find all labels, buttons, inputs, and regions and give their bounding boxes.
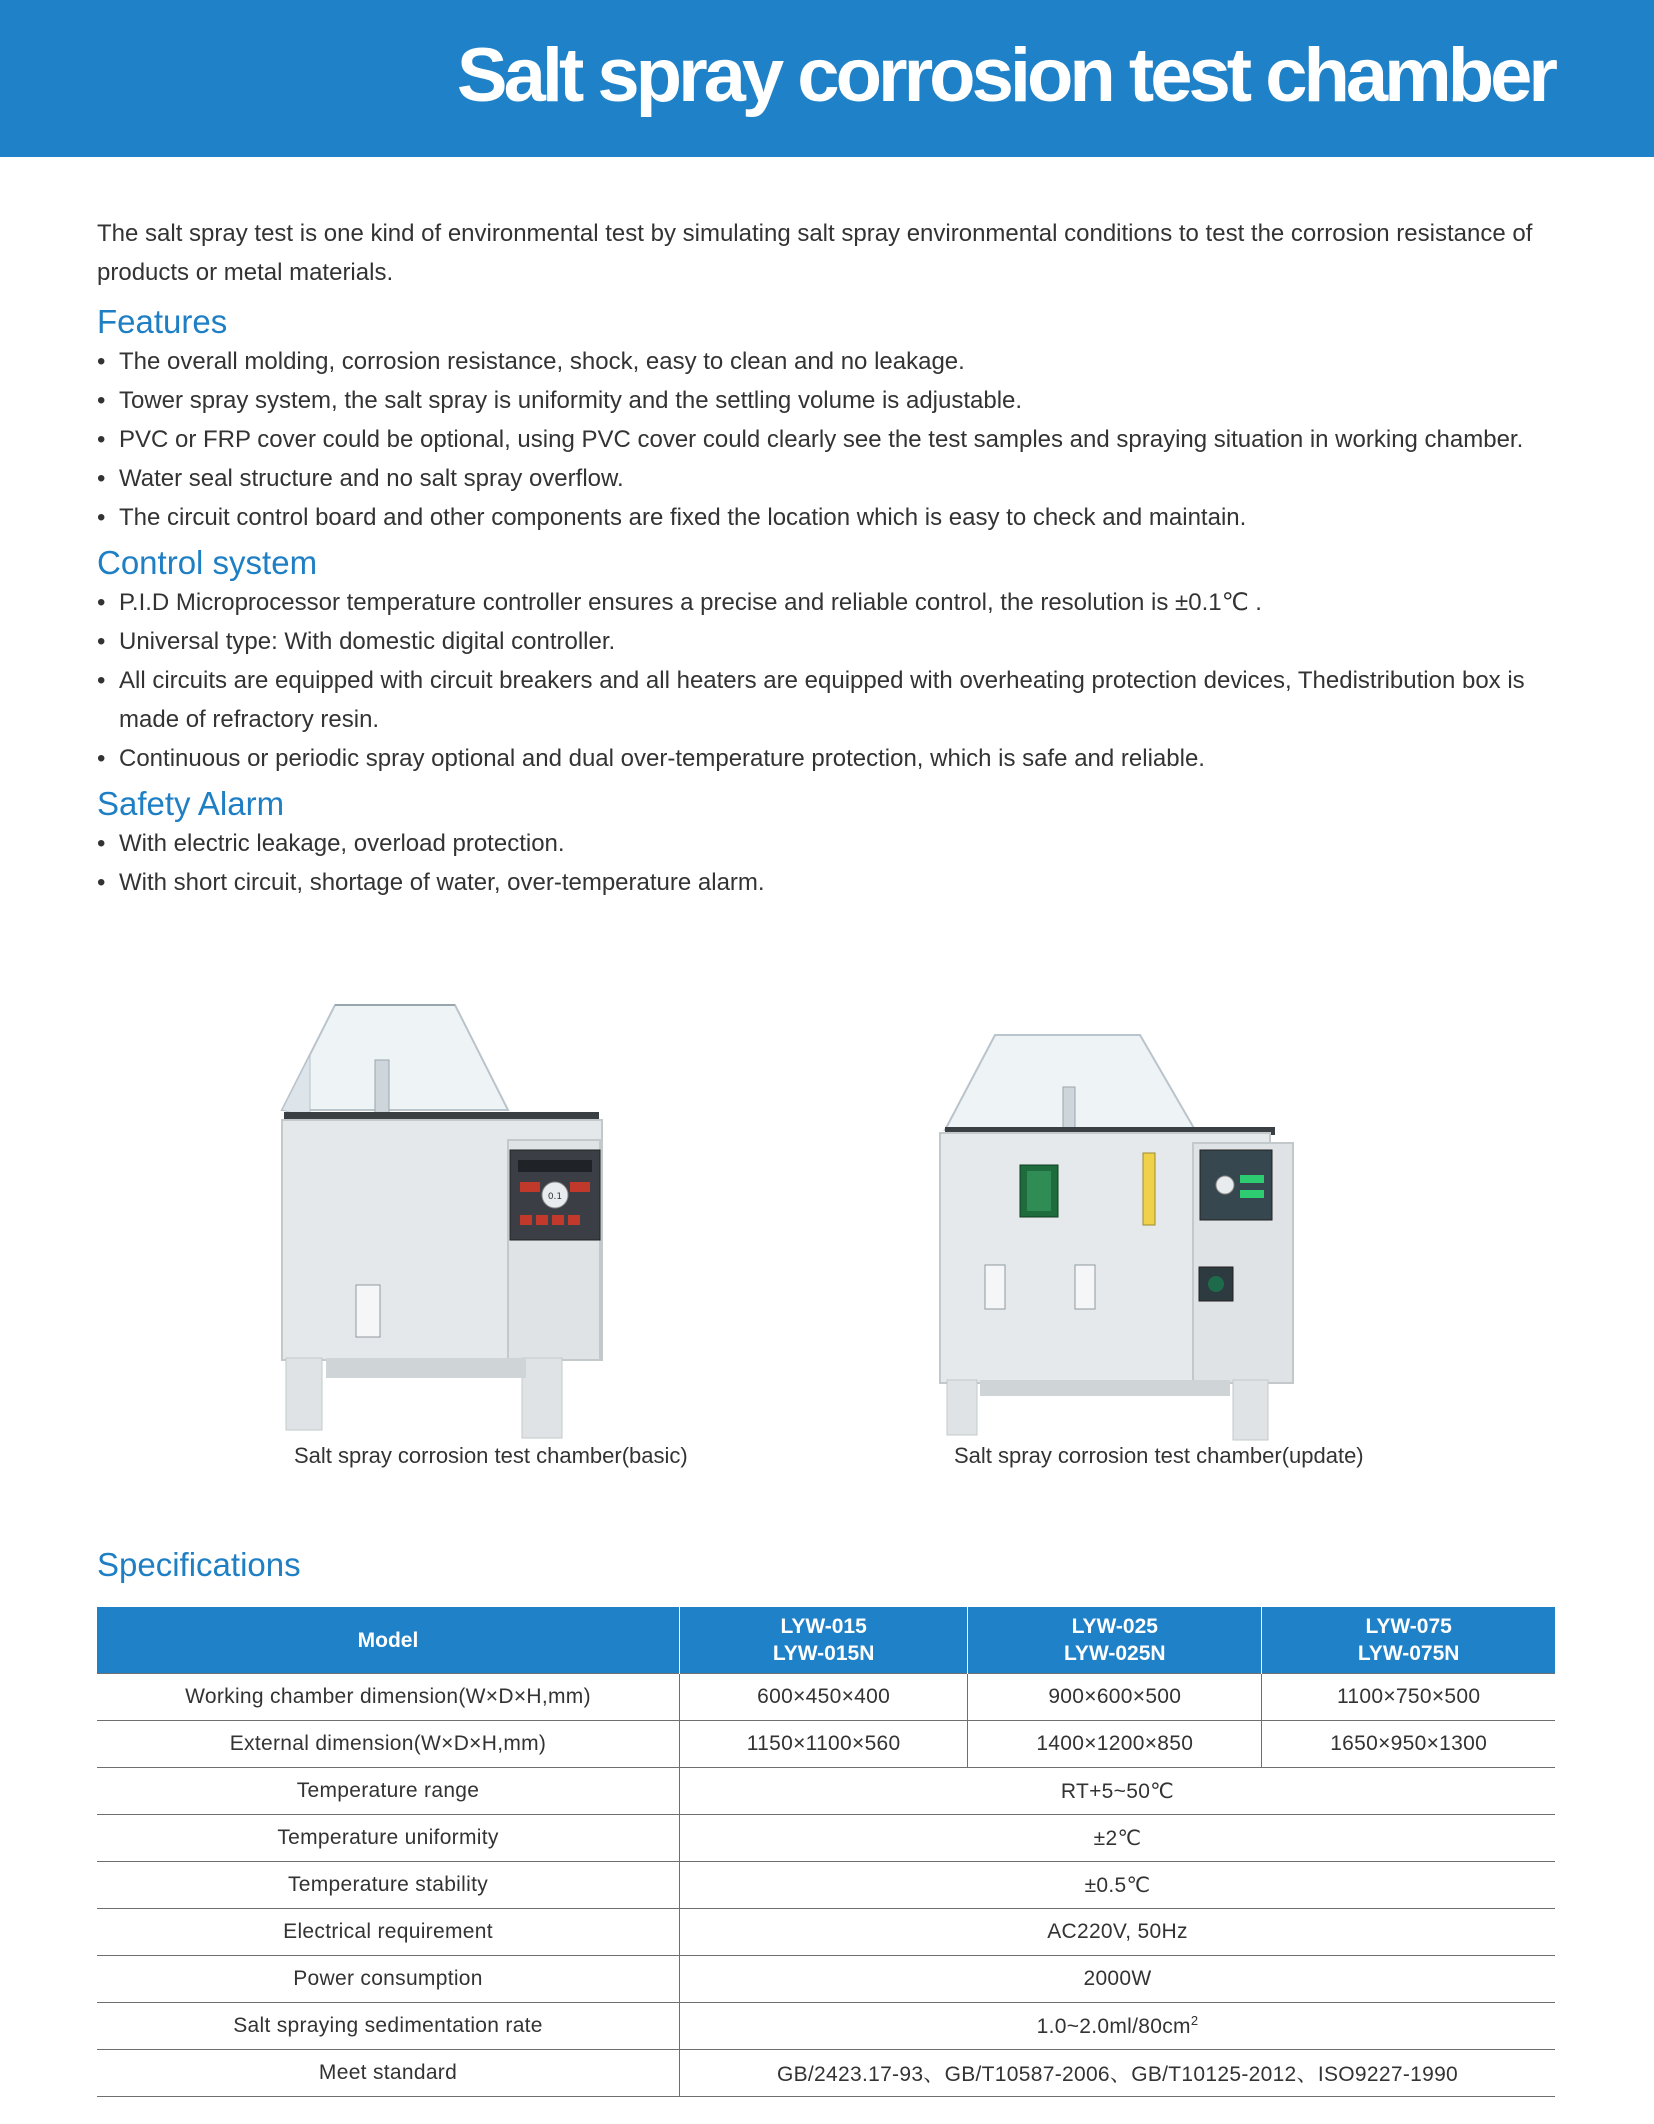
control-system-section xyxy=(97,543,1577,778)
title-banner xyxy=(0,0,1654,157)
bullet-icon: • xyxy=(97,504,106,531)
bullet-icon: • xyxy=(97,667,106,694)
table-cell: 1650×950×1300 xyxy=(1262,1721,1555,1768)
list-item-text: P.I.D Microprocessor temperature controller ensures a precise and reliable control, the resolution is ±0.1℃ . xyxy=(119,589,1262,616)
specifications-heading: Specifications xyxy=(97,1546,301,1583)
model-column-header xyxy=(680,1607,968,1674)
features-list xyxy=(97,342,1577,537)
list-item xyxy=(97,661,1569,739)
list-item-text: The circuit control board and other components are fixed the location which is easy to check and maintain. xyxy=(119,504,1247,531)
list-item-text: Continuous or periodic spray optional and dual over-temperature protection, which is safe and reliable. xyxy=(119,745,1205,772)
model-name: LYW-075 xyxy=(1365,1615,1452,1638)
bullet-icon: • xyxy=(97,589,106,616)
model-header: Model xyxy=(97,1607,680,1674)
table-row xyxy=(97,1721,1555,1768)
table-row xyxy=(97,1674,1555,1721)
list-item xyxy=(97,381,1577,420)
list-item xyxy=(97,824,1577,863)
update-chamber-image xyxy=(935,1025,1395,1445)
row-label: Working chamber dimension(W×D×H,mm) xyxy=(97,1674,680,1721)
list-item xyxy=(97,622,1577,661)
row-label: Meet standard xyxy=(97,2050,680,2097)
features-section xyxy=(97,302,1577,537)
model-name: LYW-075N xyxy=(1357,1642,1460,1665)
table-cell: ±2℃ xyxy=(680,1815,1556,1862)
list-item-text: Water seal structure and no salt spray overflow. xyxy=(119,465,624,492)
table-cell: AC220V, 50Hz xyxy=(680,1909,1556,1956)
update-chamber-caption: Salt spray corrosion test chamber(update) xyxy=(954,1443,1364,1468)
specifications-table xyxy=(97,1607,1555,2097)
table-cell: RT+5~50℃ xyxy=(680,1768,1556,1815)
basic-chamber-caption: Salt spray corrosion test chamber(basic) xyxy=(294,1443,688,1468)
model-name: LYW-015 xyxy=(780,1615,867,1638)
list-item-text: With short circuit, shortage of water, over-temperature alarm. xyxy=(119,869,765,896)
bullet-icon: • xyxy=(97,745,106,772)
table-cell: 2000W xyxy=(680,1956,1556,2003)
row-label: External dimension(W×D×H,mm) xyxy=(97,1721,680,1768)
features-heading: Features xyxy=(97,303,228,340)
model-column-header xyxy=(1262,1607,1555,1674)
table-row xyxy=(97,1862,1555,1909)
table-cell: 1150×1100×560 xyxy=(680,1721,968,1768)
table-cell: 1400×1200×850 xyxy=(968,1721,1262,1768)
intro-paragraph: The salt spray test is one kind of environmental test by simulating salt spray environmental conditions to test the corrosion resistance of products or metal materials. xyxy=(97,220,1533,286)
model-name: LYW-025 xyxy=(1071,1615,1158,1638)
model-name: LYW-015N xyxy=(772,1642,875,1665)
list-item-text: Tower spray system, the salt spray is uniformity and the settling volume is adjustable. xyxy=(119,387,1023,414)
row-label: Temperature stability xyxy=(97,1862,680,1909)
table-row xyxy=(97,1815,1555,1862)
cell-value: 1.0~2.0ml/80cm xyxy=(1036,2015,1191,2038)
table-row xyxy=(97,2050,1555,2097)
page-title: Salt spray corrosion test chamber xyxy=(456,33,1554,118)
row-label: Power consumption xyxy=(97,1956,680,2003)
list-item xyxy=(97,420,1577,459)
row-label: Electrical requirement xyxy=(97,1909,680,1956)
row-label: Temperature range xyxy=(97,1768,680,1815)
bullet-icon: • xyxy=(97,465,106,492)
safety-alarm-section xyxy=(97,784,1577,902)
table-row xyxy=(97,1956,1555,2003)
control-system-heading: Control system xyxy=(97,544,318,581)
list-item-text: The overall molding, corrosion resistance, shock, easy to clean and no leakage. xyxy=(119,348,965,375)
table-cell: GB/2423.17-93、GB/T10587-2006、GB/T10125-2012、ISO9227-1990 xyxy=(680,2050,1556,2097)
bullet-icon: • xyxy=(97,869,106,896)
bullet-icon: • xyxy=(97,426,106,453)
safety-alarm-heading: Safety Alarm xyxy=(97,785,285,822)
model-column-header xyxy=(968,1607,1262,1674)
table-row xyxy=(97,2003,1555,2050)
superscript: 2 xyxy=(1190,2013,1199,2028)
table-cell: ±0.5℃ xyxy=(680,1862,1556,1909)
list-item-text: PVC or FRP cover could be optional, using PVC cover could clearly see the test samples and spraying situation in working chamber. xyxy=(119,426,1524,453)
list-item xyxy=(97,498,1577,537)
row-label: Temperature uniformity xyxy=(97,1815,680,1862)
row-label: Salt spraying sedimentation rate xyxy=(97,2003,680,2050)
table-header-row xyxy=(97,1607,1555,1674)
list-item xyxy=(97,583,1577,622)
bullet-icon: • xyxy=(97,348,106,375)
model-name: LYW-025N xyxy=(1064,1642,1166,1665)
bullet-icon: • xyxy=(97,830,106,857)
list-item xyxy=(97,739,1577,778)
list-item xyxy=(97,863,1577,902)
table-row xyxy=(97,1768,1555,1815)
table-row xyxy=(97,1909,1555,1956)
list-item xyxy=(97,342,1577,381)
table-cell: 1100×750×500 xyxy=(1262,1674,1555,1721)
table-cell: 600×450×400 xyxy=(680,1674,968,1721)
table-cell xyxy=(680,2003,1556,2050)
list-item-text: With electric leakage, overload protection. xyxy=(119,830,565,857)
control-system-list xyxy=(97,583,1577,778)
basic-chamber-image xyxy=(270,1000,730,1440)
bullet-icon: • xyxy=(97,628,106,655)
list-item-text: Universal type: With domestic digital controller. xyxy=(119,628,616,655)
table-cell: 900×600×500 xyxy=(968,1674,1262,1721)
list-item xyxy=(97,459,1577,498)
list-item-text: All circuits are equipped with circuit breakers and all heaters are equipped with overheating protection devices, Thedistribution box is made of refractory resin. xyxy=(119,667,1525,733)
gauge-readout: 0.1 xyxy=(547,1192,563,1202)
safety-alarm-list xyxy=(97,824,1577,902)
bullet-icon: • xyxy=(97,387,106,414)
